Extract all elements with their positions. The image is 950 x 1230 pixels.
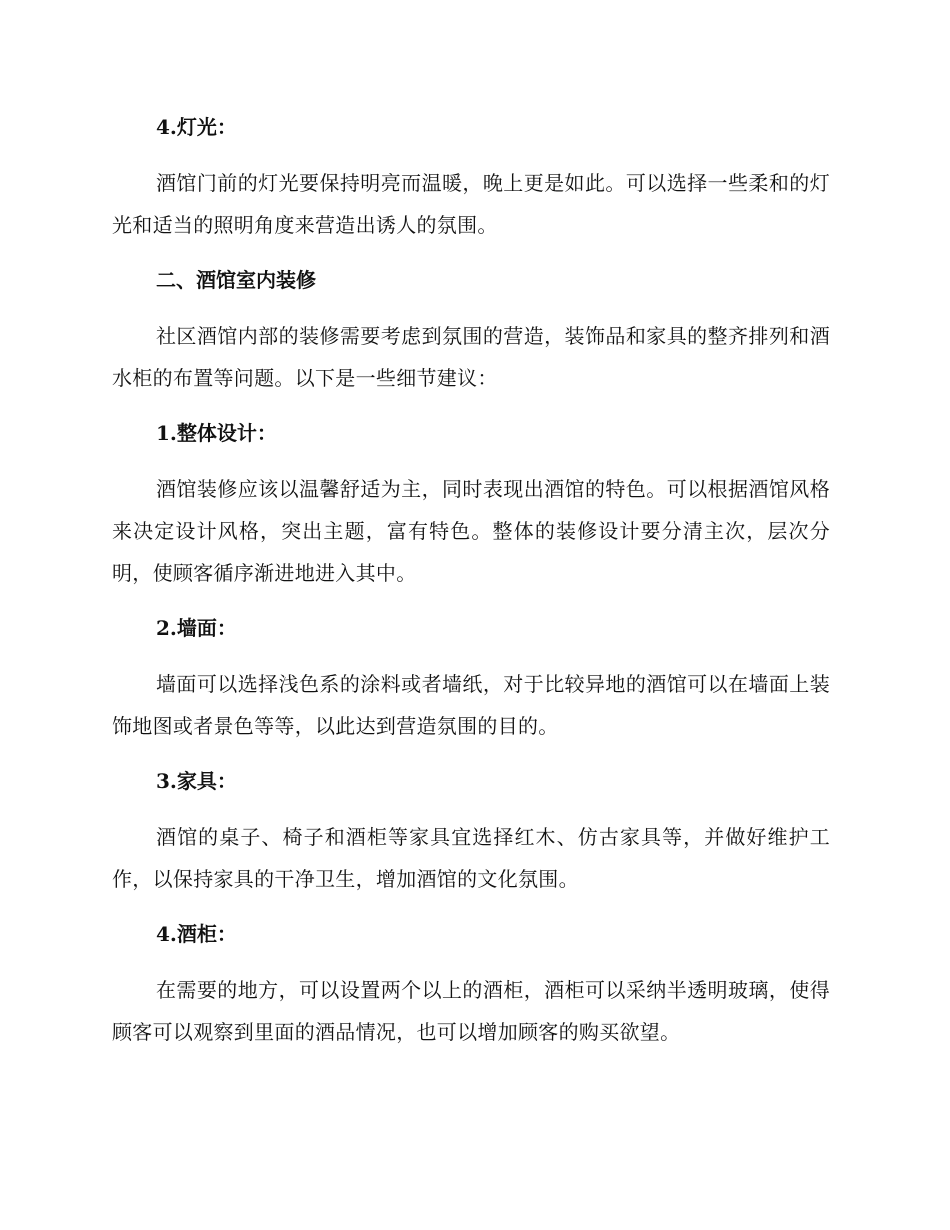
document-page (112, 108, 830, 1053)
section-heading-walls: 2.墙面： (156, 616, 237, 640)
paragraph-walls: 墙面可以选择浅色系的涂料或者墙纸，对于比较异地的酒馆可以在墙面上装饰地图或者景色等等，以此达到营造氛围的目的。 (112, 672, 830, 738)
paragraph-furniture: 酒馆的桌子、椅子和酒柜等家具宜选择红木、仿古家具等，并做好维护工作，以保持家具的干净卫生，增加酒馆的文化氛围。 (112, 825, 830, 891)
section-heading-wine-cabinet: 4.酒柜： (156, 922, 237, 946)
section-heading-overall-design: 1.整体设计： (156, 421, 277, 445)
section-heading-furniture: 3.家具： (156, 769, 237, 793)
paragraph-interior-intro: 社区酒馆内部的装修需要考虑到氛围的营造，装饰品和家具的整齐排列和酒水柜的布置等问题。以下是一些细节建议： (112, 324, 830, 390)
paragraph-lighting: 酒馆门前的灯光要保持明亮而温暖，晚上更是如此。可以选择一些柔和的灯光和适当的照明角度来营造出诱人的氛围。 (112, 171, 830, 237)
section-heading-interior: 二、酒馆室内装修 (156, 268, 316, 292)
section-heading-lighting: 4.灯光： (156, 115, 237, 139)
paragraph-wine-cabinet: 在需要的地方，可以设置两个以上的酒柜，酒柜可以采纳半透明玻璃，使得顾客可以观察到里面的酒品情况，也可以增加顾客的购买欲望。 (112, 978, 830, 1044)
paragraph-overall-design: 酒馆装修应该以温馨舒适为主，同时表现出酒馆的特色。可以根据酒馆风格来决定设计风格，突出主题，富有特色。整体的装修设计要分清主次，层次分明，使顾客循序渐进地进入其中。 (112, 477, 830, 585)
